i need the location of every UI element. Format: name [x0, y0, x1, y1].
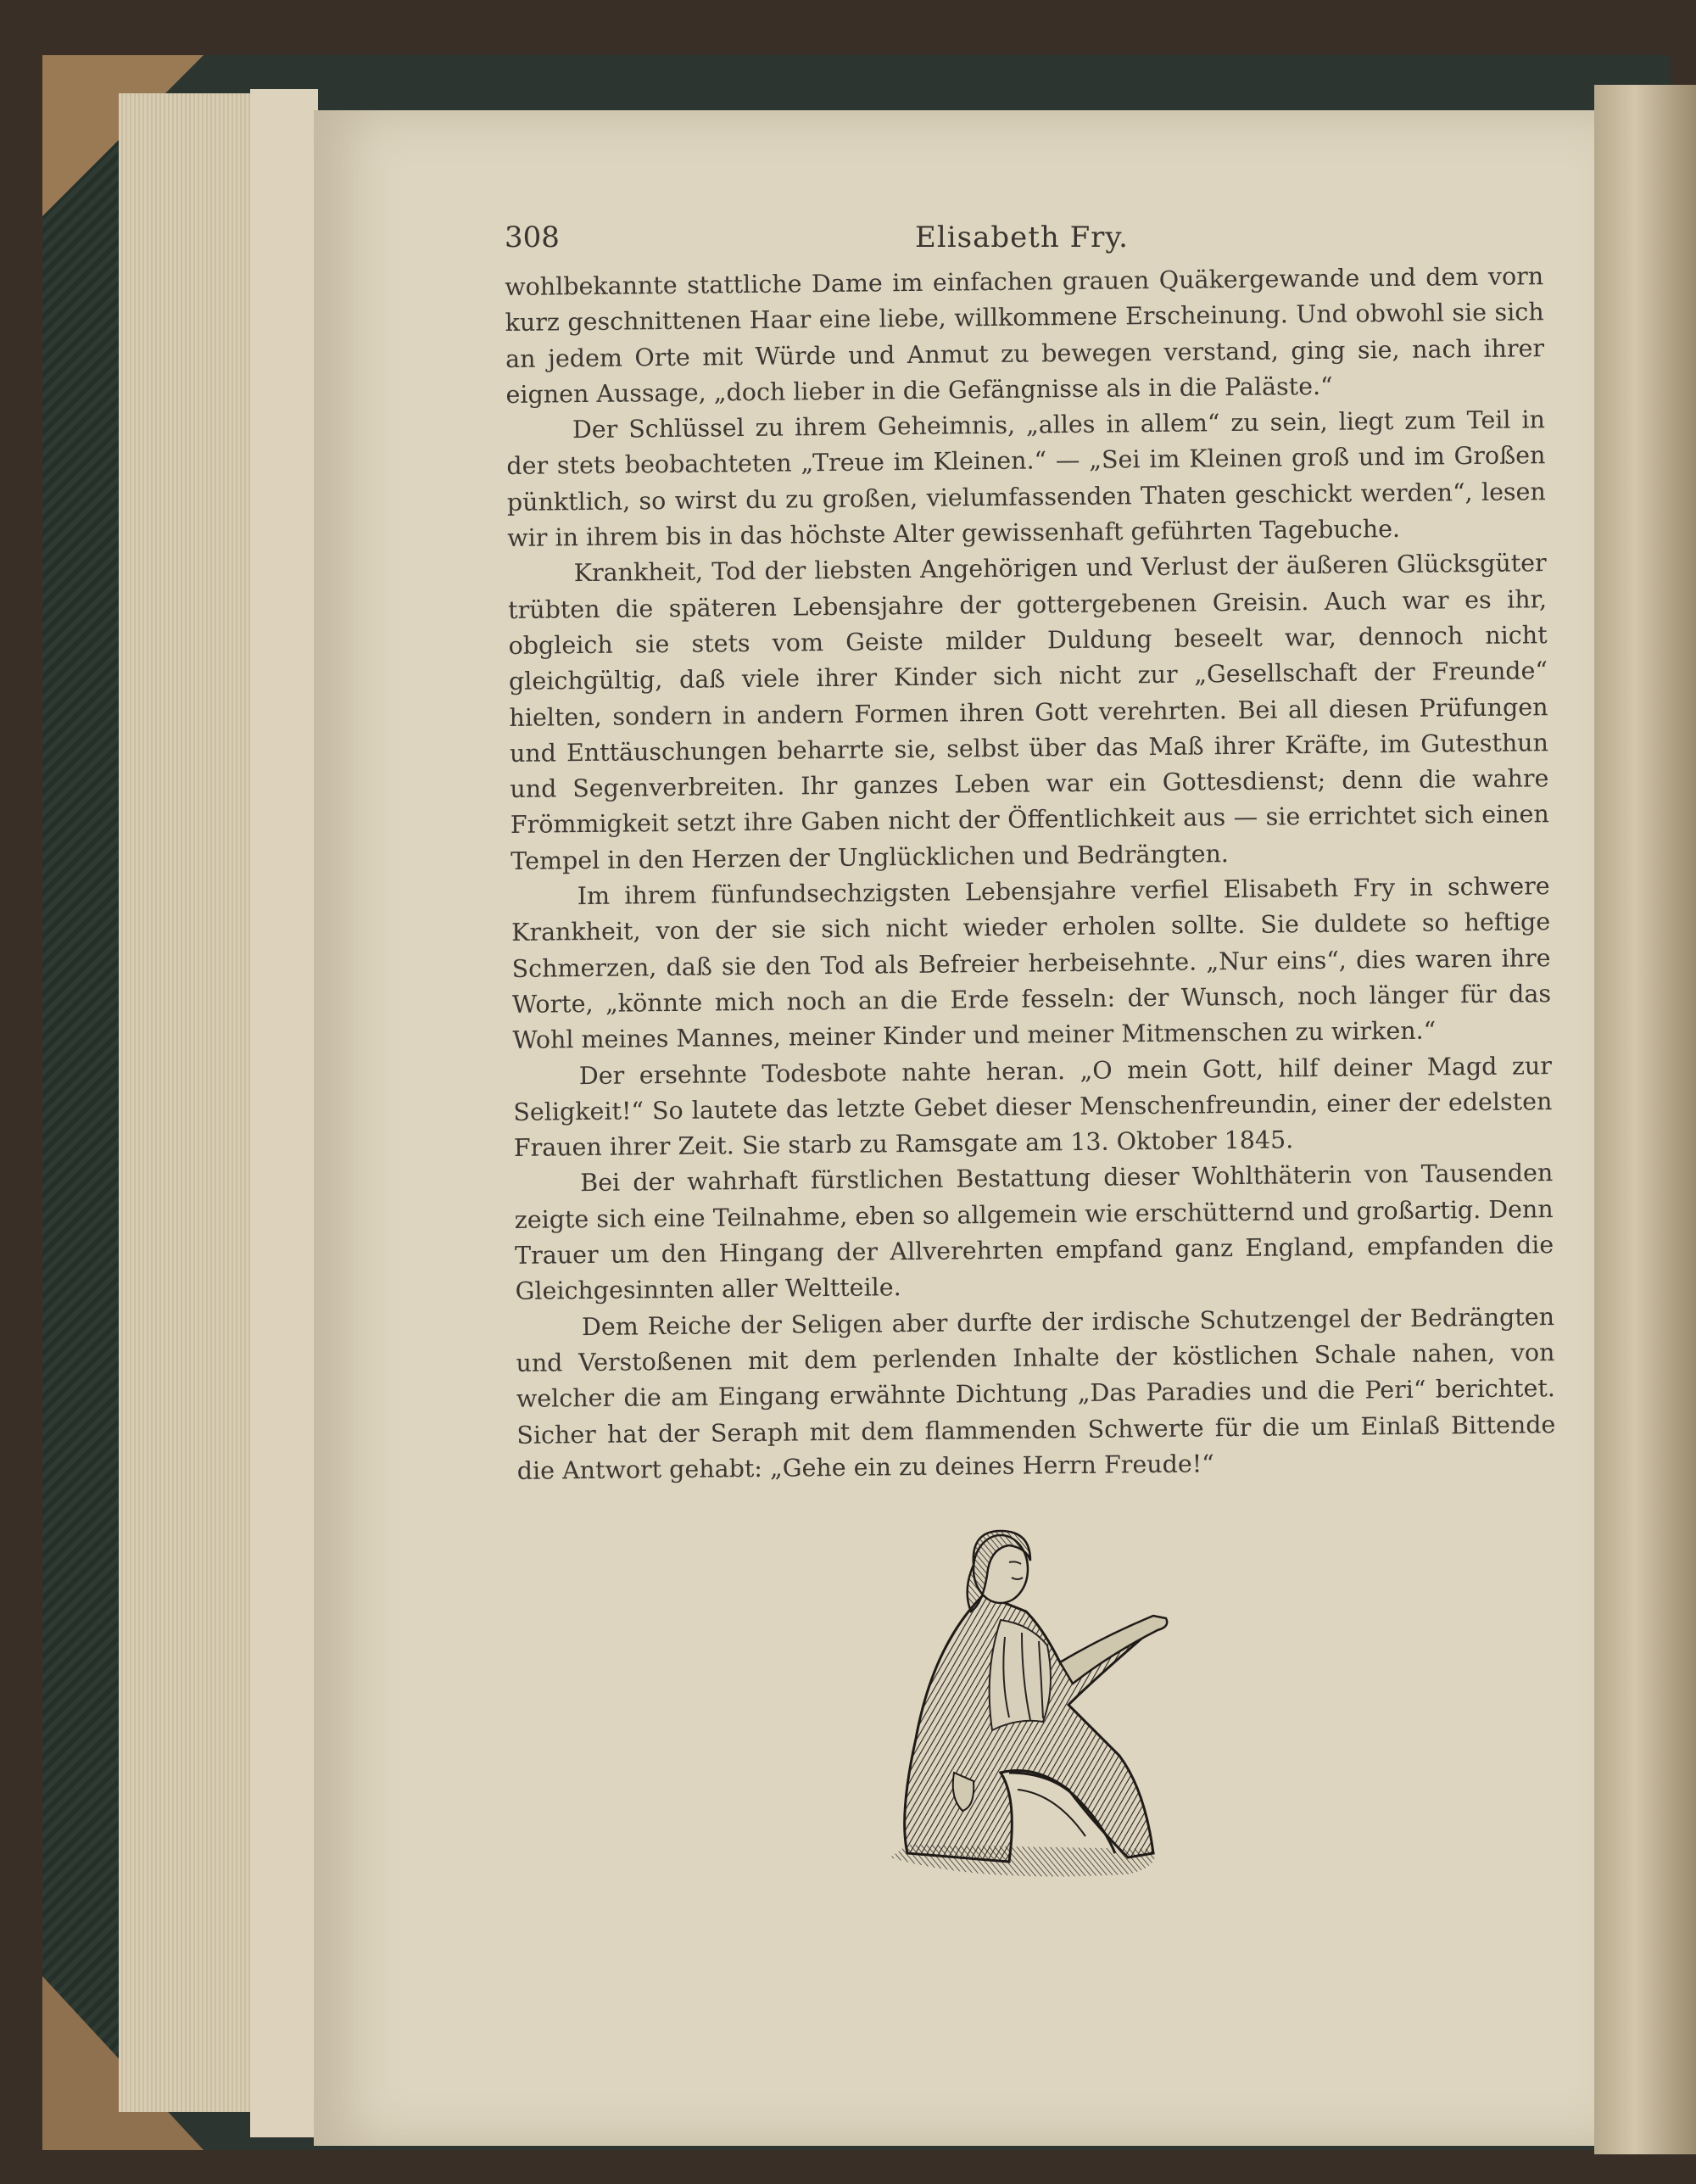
body-text — [505, 259, 1556, 1489]
paragraph: Krankheit, Tod der liebsten Angehörigen und Verlust der äußeren Glücksgüter trübten die späteren Lebensjahre der gottergebenen Greisin. Auch war es ihr, obgleich sie stets vom Geiste milder Duldung beseelt war, dennoch nicht gleichgültig, daß viele ihrer Kinder sich nicht zur „Gesellschaft der Freunde“ hielten, sondern in andern Formen ihren Gott verehrten. Bei all diesen Prüfungen und Enttäuschungen beharrte sie, selbst über das Maß ihrer Kräfte, im Gutesthun und Segenverbreiten. Ihr ganzes Leben war ein Gottesdienst; denn die wahre Frömmigkeit setzt ihre Gaben nicht der Öffentlichkeit aus — sie errichtet sich einen Tempel in den Herzen der Unglücklichen und Bedrängten. — [508, 549, 1549, 875]
page-edges — [119, 93, 254, 2112]
engraving-kneeling-figure — [873, 1518, 1196, 1900]
paragraph: Dem Reiche der Seligen aber durfte der irdische Schutzengel der Bedrängten und Verstoßenen mit dem perlenden Inhalte der köstlichen Schale nahen, von welcher die am Eingang erwähnte Dichtung „Das Paradies und die Peri“ berichtet. Sicher hat der Seraph mit dem flammenden Schwerte für die um Einlaß Bittende die Antwort gehabt: „Gehe ein zu deines Herrn Freude!“ — [516, 1302, 1556, 1485]
page-number: 308 — [505, 221, 560, 254]
left-page-edge — [250, 89, 318, 2137]
running-title: Elisabeth Fry. — [915, 221, 1129, 254]
paragraph: Bei der wahrhaft fürstlichen Bestattung dieser Wohlthäterin von Tausenden zeigte sich eine Teilnahme, eben so allgemein wie erschütternd und großartig. Denn Trauer um den Hingang der Allverehrten empfand ganz England, empfanden die Gleichgesinnten aller Weltteile. — [514, 1159, 1554, 1306]
right-page-edge — [1594, 85, 1696, 2154]
paragraph: wohlbekannte stattliche Dame im einfachen grauen Quäkergewande und dem vorn kurz geschnittenen Haar eine liebe, willkommene Erscheinung. Und obwohl sie sich an jedem Orte mit Würde und Anmut zu bewegen verstand, ging sie, nach ihrer eignen Aussage, „doch lieber in die Gefängnisse als in die Paläste.“ — [505, 262, 1545, 409]
paragraph: Der Schlüssel zu ihrem Geheimnis, „alles in allem“ zu sein, liegt zum Teil in der stets beobachteten „Treue im Kleinen.“ — „Sei im Kleinen groß und im Großen pünktlich, so wirst du zu großen, vielumfassenden Thaten geschickt werden“, lesen wir in ihrem bis in das höchste Alter gewissenhaft geführten Tagebuche. — [506, 405, 1546, 553]
paragraph: Im ihrem fünfundsechzigsten Lebensjahre verfiel Elisabeth Fry in schwere Krankheit, von der sie sich nicht wieder erholen sollte. Sie duldete so heftige Schmerzen, daß sie den Tod als Befreier herbeisehnte. „Nur eins“, dies waren ihre Worte, „könnte mich noch an die Erde fesseln: der Wunsch, noch länger für das Wohl meines Mannes, meiner Kinder und meiner Mitmenschen zu wirken.“ — [511, 872, 1552, 1055]
running-head — [505, 221, 1539, 263]
paragraph: Der ersehnte Todesbote nahte heran. „O mein Gott, hilf deiner Magd zur Seligkeit!“ So lautete das letzte Gebet dieser Menschenfreundin, einer der edelsten Frauen ihrer Zeit. Sie starb zu Ramsgate am 13. Oktober 1845. — [513, 1051, 1553, 1163]
